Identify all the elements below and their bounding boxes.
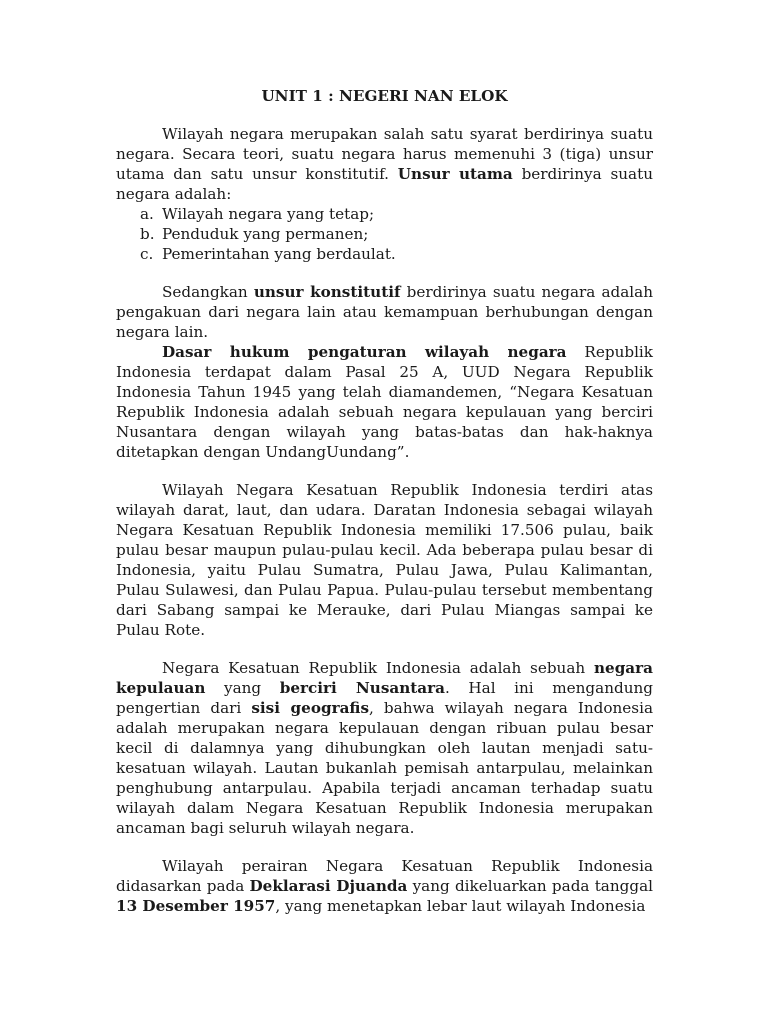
p5-bold-berciri-nusantara: berciri Nusantara bbox=[279, 679, 445, 697]
p6-bold-date: 13 Desember 1957 bbox=[116, 897, 276, 915]
p5-text-d: . Hal ini mengandung pengertian dari bbox=[116, 679, 653, 717]
p3-text-a: Republik Indonesia terdapat dalam Pasal 25 A, UUD Negara Republik Indonesia Tahun 1945 yang telah diamandemen, “Negara Kesatuan Republik Indonesia adalah sebuah negara kepulauan yang berciri Nusantara dengan wilayah yang batas-batas dan hak-haknya ditetapkan dengan UndangUundang”. bbox=[116, 343, 653, 461]
p3-bold-dasar-hukum: Dasar hukum pengaturan wilayah negara bbox=[162, 343, 567, 361]
list-item bbox=[116, 244, 653, 264]
paragraph-5 bbox=[116, 658, 653, 838]
p2-bold-unsur-konstitutif: unsur konstitutif bbox=[253, 283, 401, 301]
paragraph-6 bbox=[116, 856, 653, 916]
p1-text-c: berdirinya suatu negara adalah: bbox=[116, 165, 653, 203]
unsur-utama-list bbox=[116, 204, 653, 264]
list-item bbox=[116, 204, 653, 224]
p1-text-a: Wilayah negara merupakan salah satu syarat berdirinya suatu negara. Secara teori, suatu negara harus memenuhi 3 (tiga) unsur utama dan satu unsur konstitutif. bbox=[116, 125, 653, 183]
document-page bbox=[116, 86, 653, 916]
p5-text-a: Negara Kesatuan Republik Indonesia adalah sebuah bbox=[162, 659, 594, 677]
p1-bold-unsur-utama: Unsur utama bbox=[397, 165, 513, 183]
p6-text-d: , yang menetapkan lebar laut wilayah Indonesia bbox=[275, 897, 646, 915]
p6-bold-deklarasi-djuanda: Deklarasi Djuanda bbox=[249, 877, 408, 895]
p2-text-c: berdirinya suatu negara adalah pengakuan dari negara lain atau kemampuan berhubungan dengan negara lain. bbox=[116, 283, 653, 341]
list-marker: a. bbox=[140, 205, 154, 223]
list-marker: b. bbox=[140, 225, 155, 243]
p5-text-e: , bahwa wilayah negara Indonesia adalah merupakan negara kepulauan dengan ribuan pulau besar kecil di dalamnya yang dihubungkan oleh lautan menjadi satu-kesatuan wilayah. Lautan bukanlah pemisah antarpulau, melainkan penghubung antarpulau. Apabila terjadi ancaman terhadap suatu wilayah dalam Negara Kesatuan Republik Indonesia merupakan ancaman bagi seluruh wilayah negara. bbox=[116, 699, 653, 837]
p5-bold-sisi-geografis: sisi geografis bbox=[251, 699, 370, 717]
list-item bbox=[116, 224, 653, 244]
p5-bold-negara-kepulauan: negara kepulauan bbox=[116, 659, 653, 697]
list-marker: c. bbox=[140, 245, 154, 263]
p6-text-c: yang dikeluarkan pada tanggal bbox=[407, 877, 653, 895]
list-text: Pemerintahan yang berdaulat. bbox=[162, 245, 396, 263]
paragraph-4: Wilayah Negara Kesatuan Republik Indonesia terdiri atas wilayah darat, laut, dan udara. Daratan Indonesia sebagai wilayah Negara Kesatuan Republik Indonesia memiliki 17.506 pulau, baik pulau besar maupun pulau-pulau kecil. Ada beberapa pulau besar di Indonesia, yaitu Pulau Sumatra, Pulau Jawa, Pulau Kalimantan, Pulau Sulawesi, dan Pulau Papua. Pulau-pulau tersebut membentang dari Sabang sampai ke Merauke, dari Pulau Miangas sampai ke Pulau Rote. bbox=[116, 481, 653, 639]
p2-text-a: Sedangkan bbox=[162, 283, 254, 301]
p5-text-c: yang bbox=[205, 679, 280, 697]
document-title: UNIT 1 : NEGERI NAN ELOK bbox=[261, 87, 508, 105]
paragraph-2 bbox=[116, 282, 653, 342]
paragraph-3 bbox=[116, 342, 653, 462]
p6-text-a: Wilayah perairan Negara Kesatuan Republik Indonesia didasarkan pada bbox=[116, 857, 653, 895]
list-text: Wilayah negara yang tetap; bbox=[162, 205, 375, 223]
paragraph-1 bbox=[116, 124, 653, 204]
list-text: Penduduk yang permanen; bbox=[162, 225, 369, 243]
